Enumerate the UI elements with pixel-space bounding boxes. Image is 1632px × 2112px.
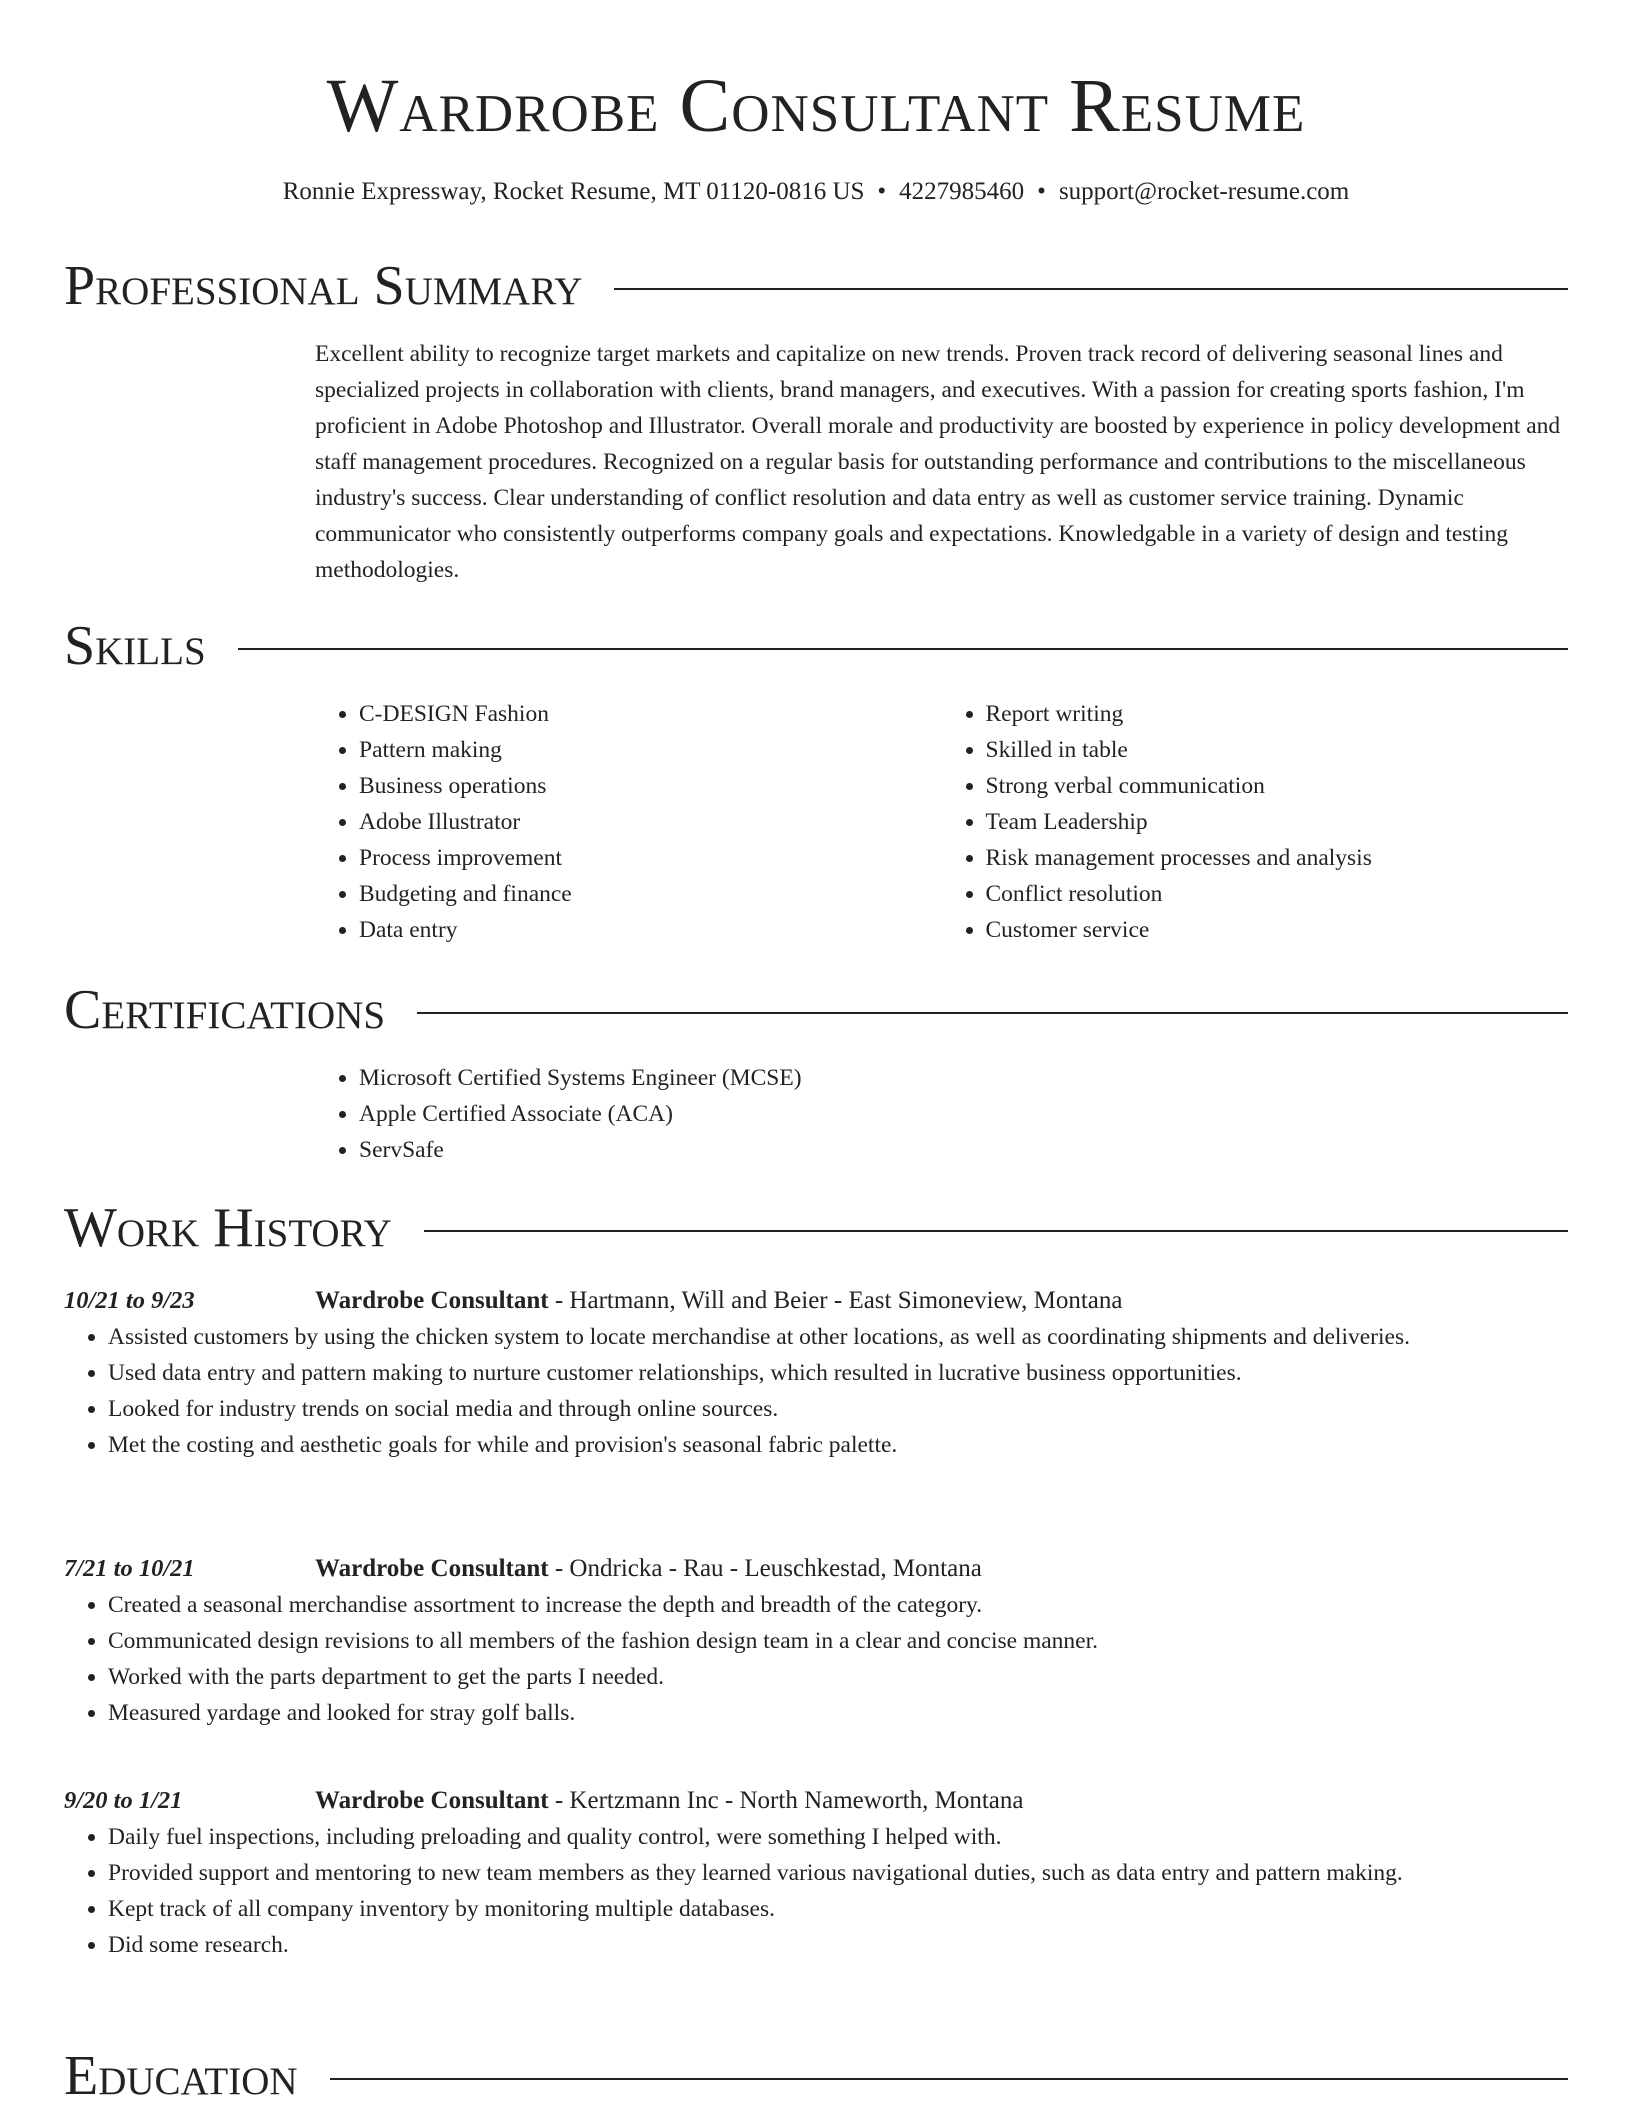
certification-item: • Apple Certified Associate (ACA) (359, 1096, 1568, 1132)
job-bullet: • Looked for industry trends on social media and through online sources. (108, 1391, 1568, 1427)
job-bullet: • Assisted customers by using the chicken system to locate merchandise at other locations, as well as coordinating shipments and deliveries. (108, 1319, 1568, 1355)
section-divider (417, 1012, 1568, 1014)
job-bullet: • Worked with the parts department to get the parts I needed. (108, 1659, 1568, 1695)
summary-section-header (64, 254, 1568, 318)
skill-item: • Report writing (986, 696, 1569, 732)
work-section-header (64, 1196, 1568, 1260)
section-divider (330, 2078, 1568, 2080)
certifications-heading: Certifications (64, 979, 386, 1041)
summary-text: Excellent ability to recognize target markets and capitalize on new trends. Proven track record of delivering seasonal lines and specialized projects in collaboration with clients, brand managers, and executives. With a passion for creating sports fashion, I'm proficient in Adobe Photoshop and Illustrator. Overall morale and productivity are boosted by experience in policy development and staff management procedures. Recognized on a regular basis for outstanding performance and contributions to the miscellaneous industry's success. Clear understanding of conflict resolution and data entry as well as customer service training. Dynamic communicator who consistently outperforms company goals and expectations. Knowledgable in a variety of design and testing methodologies. (315, 341, 1561, 583)
skill-item: • Risk management processes and analysis (986, 840, 1569, 876)
skills-column-right (942, 696, 1569, 948)
skill-item: • Business operations (359, 768, 942, 804)
section-divider (614, 288, 1568, 290)
job-employer: - Hartmann, Will and Beier - East Simoneview, Montana (548, 1287, 1123, 1314)
skill-item: • C-DESIGN Fashion (359, 696, 942, 732)
job-heading (315, 1551, 982, 1587)
skill-item: • Customer service (986, 912, 1569, 948)
contact-phone: 4227985460 (899, 178, 1025, 205)
job-title: Wardrobe Consultant (315, 1555, 549, 1582)
job-heading (315, 1283, 1122, 1319)
contact-email: support@rocket-resume.com (1058, 178, 1350, 205)
certifications-list (315, 1060, 1568, 1168)
job-bullet: • Communicated design revisions to all members of the fashion design team in a clear and concise manner. (108, 1623, 1568, 1659)
job-employer: - Ondricka - Rau - Leuschkestad, Montana (548, 1555, 982, 1582)
job-dates: 10/21 to 9/23 (64, 1287, 195, 1314)
summary-heading: Professional Summary (64, 255, 583, 317)
job-entry (64, 1783, 1568, 1963)
skill-item: • Skilled in table (986, 732, 1569, 768)
contact-separator: • (877, 178, 887, 205)
skill-item: • Team Leadership (986, 804, 1569, 840)
job-bullets (64, 1319, 1568, 1463)
job-dates: 7/21 to 10/21 (64, 1555, 195, 1582)
skill-item: • Strong verbal communication (986, 768, 1569, 804)
section-divider (424, 1230, 1568, 1232)
job-title: Wardrobe Consultant (315, 1787, 549, 1814)
contact-line (0, 176, 1632, 208)
job-bullet: • Used data entry and pattern making to nurture customer relationships, which resulted in lucrative business opportunities. (108, 1355, 1568, 1391)
certification-item: • ServSafe (359, 1132, 1568, 1168)
certifications-section-header (64, 978, 1568, 1042)
skill-item: • Conflict resolution (986, 876, 1569, 912)
job-entry (64, 1551, 1568, 1731)
certification-item: • Microsoft Certified Systems Engineer (MCSE) (359, 1060, 1568, 1096)
job-bullet: • Daily fuel inspections, including preloading and quality control, were something I helped with. (108, 1819, 1568, 1855)
education-heading: Education (64, 2045, 298, 2107)
job-bullet: • Kept track of all company inventory by monitoring multiple databases. (108, 1891, 1568, 1927)
job-title: Wardrobe Consultant (315, 1287, 549, 1314)
job-entry (64, 1283, 1568, 1463)
skill-item: • Budgeting and finance (359, 876, 942, 912)
job-bullet: • Provided support and mentoring to new team members as they learned various navigational duties, such as data entry and pattern making. (108, 1855, 1568, 1891)
job-dates: 9/20 to 1/21 (64, 1787, 183, 1814)
contact-address: Ronnie Expressway, Rocket Resume, MT 01120-0816 US (282, 178, 865, 205)
skills-list (315, 696, 1568, 948)
job-bullets (64, 1819, 1568, 1963)
work-heading: Work History (64, 1197, 392, 1259)
skills-column-left (315, 696, 942, 948)
job-bullet: • Measured yardage and looked for stray golf balls. (108, 1695, 1568, 1731)
contact-separator: • (1037, 178, 1046, 205)
job-bullet: • Created a seasonal merchandise assortment to increase the depth and breadth of the category. (108, 1587, 1568, 1623)
job-employer: - Kertzmann Inc - North Nameworth, Montana (548, 1787, 1024, 1814)
resume-title: Wardrobe Consultant Resume (326, 64, 1306, 148)
skill-item: • Adobe Illustrator (359, 804, 942, 840)
skills-heading: Skills (64, 615, 206, 677)
job-bullet: • Met the costing and aesthetic goals for while and provision's seasonal fabric palette. (108, 1427, 1568, 1463)
skill-item: • Process improvement (359, 840, 942, 876)
section-divider (238, 648, 1568, 650)
summary-block (315, 336, 1568, 588)
job-heading (315, 1783, 1023, 1819)
job-bullets (64, 1587, 1568, 1731)
job-bullet: • Did some research. (108, 1927, 1568, 1963)
skill-item: • Pattern making (359, 732, 942, 768)
skills-section-header (64, 614, 1568, 678)
education-section-header (64, 2044, 1568, 2108)
skill-item: • Data entry (359, 912, 942, 948)
